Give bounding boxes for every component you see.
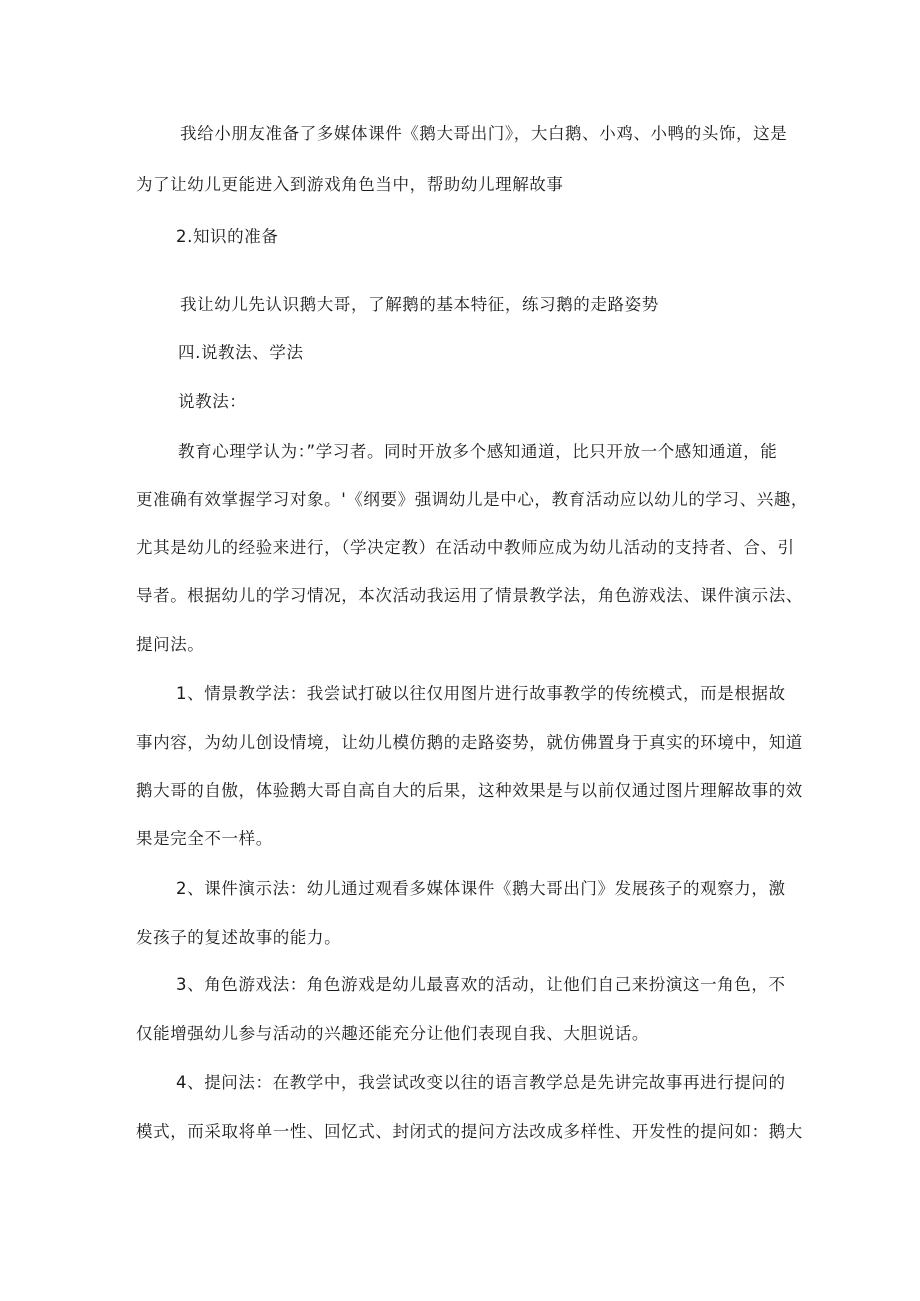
- paragraph-line: 尤其是幼儿的经验来进行，（学决定教）在活动中教师应成为幼儿活动的支持者、合、引: [136, 538, 795, 557]
- paragraph-line: 为了让幼儿更能进入到游戏角色当中，帮助幼儿理解故事: [136, 175, 564, 194]
- paragraph-line: 教育心理学认为：”学习者。同时开放多个感知通道，比只开放一个感知通道，能: [178, 442, 778, 461]
- paragraph-line: 我给小朋友准备了多媒体课件《鹅大哥出门》，大白鹅、小鸡、小鸭的头饰，这是: [180, 124, 788, 143]
- paragraph-line: 仅能增强幼儿参与活动的兴趣还能充分让他们表现自我、大胆说话。: [136, 1024, 649, 1043]
- section-heading: 四.说教法、学法: [178, 343, 304, 362]
- paragraph-line: 事内容，为幼儿创设情境，让幼儿模仿鹅的走路姿势，就仿佛置身于真实的环境中，知道: [136, 733, 803, 752]
- paragraph-line: 我让幼儿先认识鹅大哥，了解鹅的基本特征，练习鹅的走路姿势: [180, 295, 659, 314]
- subsection-heading: 说教法：: [178, 392, 247, 411]
- paragraph-line: 3、角色游戏法：角色游戏是幼儿最喜欢的活动，让他们自己来扮演这一角色，不: [176, 975, 786, 994]
- paragraph-line: 鹅大哥的自傲，体验鹅大哥自高自大的后果，这种效果是与以前仅通过图片理解故事的效: [136, 781, 803, 800]
- paragraph-line: 果是完全不一样。: [136, 829, 273, 848]
- section-heading: 2.知识的准备: [176, 227, 279, 246]
- paragraph-line: 模式，而采取将单一性、回忆式、封闭式的提问方法改成多样性、开发性的提问如：鹅大: [136, 1122, 803, 1141]
- paragraph-line: 更准确有效掌握学习对象。'《纲要》强调幼儿是中心，教育活动应以幼儿的学习、兴趣，: [136, 490, 809, 509]
- paragraph-line: 发孩子的复述故事的能力。: [136, 928, 342, 947]
- paragraph-line: 导者。根据幼儿的学习情况，本次活动我运用了情景教学法，角色游戏法、课件演示法、: [136, 586, 803, 605]
- paragraph-line: 1、情景教学法：我尝试打破以往仅用图片进行故事教学的传统模式，而是根据故: [176, 684, 786, 703]
- paragraph-line: 2、课件演示法：幼儿通过观看多媒体课件《鹅大哥出门》发展孩子的观察力，激: [176, 879, 786, 898]
- paragraph-line: 4、提问法：在教学中，我尝试改变以往的语言教学总是先讲完故事再进行提问的: [176, 1073, 786, 1092]
- paragraph-line: 提问法。: [136, 635, 205, 654]
